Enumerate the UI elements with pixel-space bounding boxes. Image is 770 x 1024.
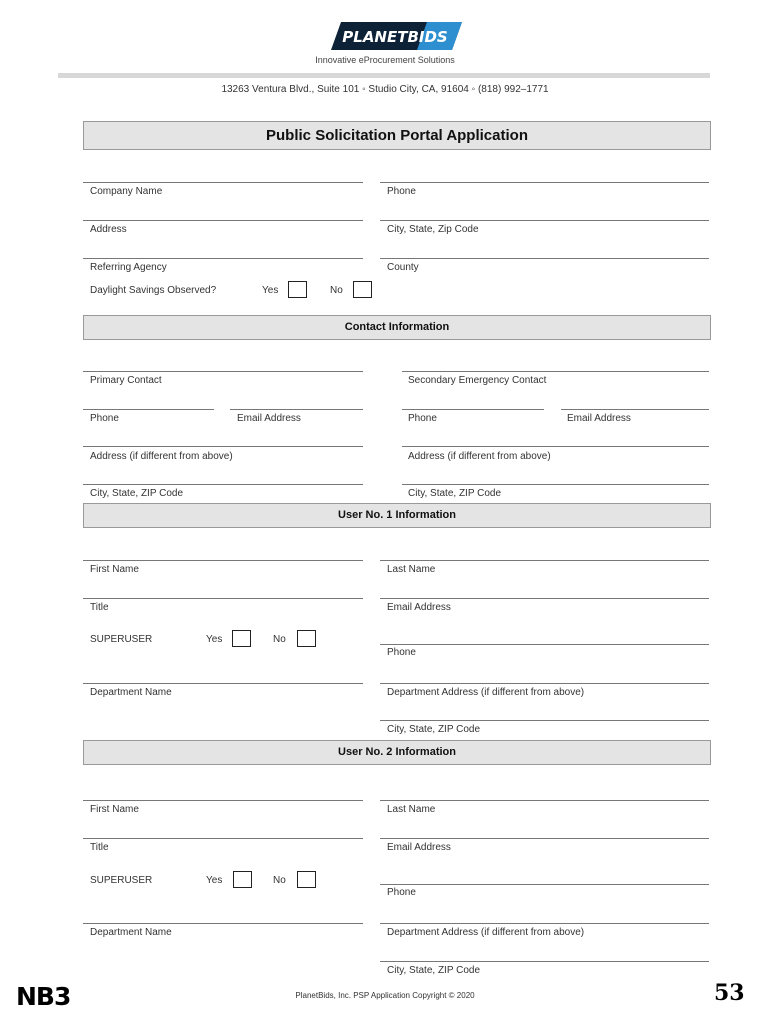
user2-superuser-no-checkbox[interactable] xyxy=(297,871,316,888)
user2-last-name-label: Last Name xyxy=(387,804,436,815)
daylight-no-label: No xyxy=(330,285,343,296)
user2-title-label: Title xyxy=(90,842,109,853)
document-code: NB3 xyxy=(16,982,71,1011)
company-phone-label: Phone xyxy=(387,186,416,197)
user1-title-field[interactable] xyxy=(83,598,363,599)
company-phone-field[interactable] xyxy=(380,182,709,183)
secondary-address-field[interactable] xyxy=(402,446,709,447)
secondary-phone-field[interactable] xyxy=(402,409,544,410)
primary-email-field[interactable] xyxy=(230,409,363,410)
user1-title-label: Title xyxy=(90,602,109,613)
user2-department-address-field[interactable] xyxy=(380,923,709,924)
company-name-field[interactable] xyxy=(83,182,363,183)
user1-superuser-no-checkbox[interactable] xyxy=(297,630,316,647)
secondary-address-label: Address (if different from above) xyxy=(408,451,551,462)
user1-city-field[interactable] xyxy=(380,720,709,721)
user2-superuser-yes-checkbox[interactable] xyxy=(233,871,252,888)
primary-phone-field[interactable] xyxy=(83,409,214,410)
user1-superuser-label: SUPERUSER xyxy=(90,634,153,645)
company-name-label: Company Name xyxy=(90,186,163,197)
county-field[interactable] xyxy=(380,258,709,259)
primary-city-field[interactable] xyxy=(83,484,363,485)
user1-department-label: Department Name xyxy=(90,687,172,698)
user2-department-field[interactable] xyxy=(83,923,363,924)
planetbids-logo xyxy=(331,22,462,50)
company-address-field[interactable] xyxy=(83,220,363,221)
primary-address-field[interactable] xyxy=(83,446,363,447)
user1-department-field[interactable] xyxy=(83,683,363,684)
form-title: Public Solicitation Portal Application xyxy=(83,121,711,150)
user1-first-name-label: First Name xyxy=(90,564,139,575)
user2-city-field[interactable] xyxy=(380,961,709,962)
secondary-city-label: City, State, ZIP Code xyxy=(408,488,502,499)
primary-email-label: Email Address xyxy=(237,413,301,424)
user2-yes-label: Yes xyxy=(206,875,223,886)
user1-email-label: Email Address xyxy=(387,602,451,613)
user2-phone-label: Phone xyxy=(387,887,416,898)
user2-last-name-field[interactable] xyxy=(380,800,709,801)
daylight-no-checkbox[interactable] xyxy=(353,281,372,298)
secondary-contact-label: Secondary Emergency Contact xyxy=(408,375,547,386)
primary-phone-label: Phone xyxy=(90,413,119,424)
user1-department-address-label: Department Address (if different from above) xyxy=(387,687,585,698)
footer-copyright: PlanetBids, Inc. PSP Application Copyright © 2020 xyxy=(295,991,475,1000)
user1-last-name-label: Last Name xyxy=(387,564,436,575)
county-label: County xyxy=(387,262,419,273)
daylight-yes-checkbox[interactable] xyxy=(288,281,307,298)
user2-email-label: Email Address xyxy=(387,842,451,853)
secondary-email-field[interactable] xyxy=(561,409,709,410)
user1-city-label: City, State, ZIP Code xyxy=(387,724,481,735)
header-divider xyxy=(58,73,710,78)
user2-department-address-label: Department Address (if different from above) xyxy=(387,927,585,938)
user2-phone-field[interactable] xyxy=(380,884,709,885)
user2-superuser-label: SUPERUSER xyxy=(90,875,153,886)
user1-no-label: No xyxy=(273,634,286,645)
daylight-savings-label: Daylight Savings Observed? xyxy=(90,285,217,296)
contact-info-heading: Contact Information xyxy=(83,315,711,340)
company-city-label: City, State, Zip Code xyxy=(387,224,479,235)
logo-text: PLANETBIDS xyxy=(342,28,448,46)
primary-address-label: Address (if different from above) xyxy=(90,451,233,462)
user1-email-field[interactable] xyxy=(380,598,709,599)
secondary-city-field[interactable] xyxy=(402,484,709,485)
user1-phone-field[interactable] xyxy=(380,644,709,645)
company-address-label: Address xyxy=(90,224,127,235)
user1-last-name-field[interactable] xyxy=(380,560,709,561)
user2-city-label: City, State, ZIP Code xyxy=(387,965,481,976)
company-address-line: 13263 Ventura Blvd., Suite 101 ◦ Studio City, CA, 91604 ◦ (818) 992–1771 xyxy=(221,84,549,95)
user1-superuser-yes-checkbox[interactable] xyxy=(232,630,251,647)
secondary-phone-label: Phone xyxy=(408,413,437,424)
primary-contact-field[interactable] xyxy=(83,371,363,372)
user2-email-field[interactable] xyxy=(380,838,709,839)
tagline: Innovative eProcurement Solutions xyxy=(315,55,455,65)
user2-no-label: No xyxy=(273,875,286,886)
user1-department-address-field[interactable] xyxy=(380,683,709,684)
user1-phone-label: Phone xyxy=(387,647,416,658)
daylight-yes-label: Yes xyxy=(262,285,279,296)
user2-department-label: Department Name xyxy=(90,927,172,938)
user2-title-field[interactable] xyxy=(83,838,363,839)
page-number: 53 xyxy=(714,980,745,1006)
company-city-field[interactable] xyxy=(380,220,709,221)
user2-heading: User No. 2 Information xyxy=(83,740,711,765)
referring-agency-field[interactable] xyxy=(83,258,363,259)
referring-agency-label: Referring Agency xyxy=(90,262,167,273)
user1-heading: User No. 1 Information xyxy=(83,503,711,528)
user2-first-name-field[interactable] xyxy=(83,800,363,801)
primary-city-label: City, State, ZIP Code xyxy=(90,488,184,499)
secondary-email-label: Email Address xyxy=(567,413,631,424)
primary-contact-label: Primary Contact xyxy=(90,375,162,386)
user1-first-name-field[interactable] xyxy=(83,560,363,561)
user2-first-name-label: First Name xyxy=(90,804,139,815)
secondary-contact-field[interactable] xyxy=(402,371,709,372)
user1-yes-label: Yes xyxy=(206,634,223,645)
